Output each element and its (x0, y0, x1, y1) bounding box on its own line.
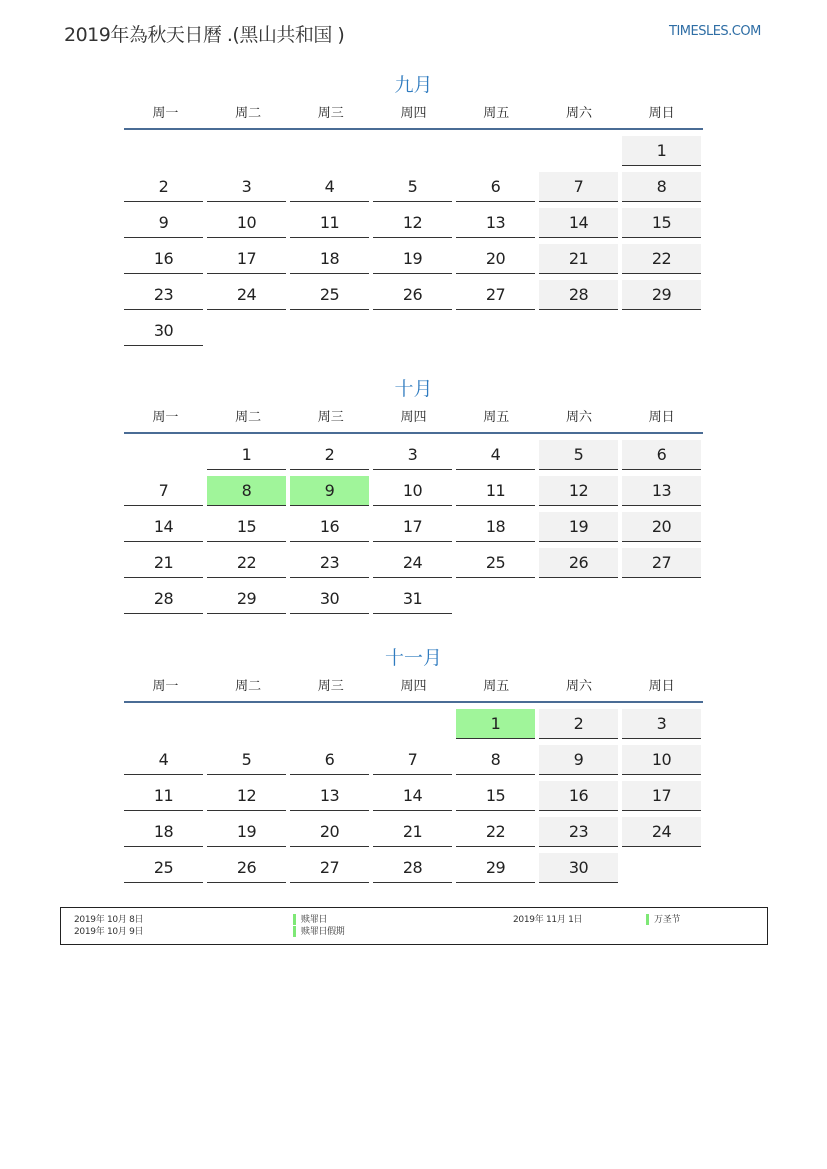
weekday-label: 周一 (152, 106, 179, 121)
empty-day-cell (456, 584, 535, 614)
weekday-label: 周六 (565, 106, 592, 121)
day-cell: 10 (622, 745, 701, 775)
day-cell: 29 (207, 584, 286, 614)
legend-color-swatch (646, 914, 649, 925)
weekday-label: 周三 (317, 106, 344, 121)
week-row (124, 709, 703, 745)
empty-day-cell (207, 316, 286, 346)
empty-day-cell (373, 709, 452, 739)
empty-day-cell (456, 316, 535, 346)
week-row (124, 208, 703, 244)
legend (60, 907, 768, 945)
day-cell: 20 (290, 817, 369, 847)
day-cell: 19 (539, 512, 618, 542)
week-row (124, 781, 703, 817)
day-cell: 30 (290, 584, 369, 614)
day-cell: 17 (207, 244, 286, 274)
legend-date: 2019年 10月 8日 (74, 915, 144, 925)
week-row (124, 440, 703, 476)
day-cell: 4 (124, 745, 203, 775)
day-cell: 20 (456, 244, 535, 274)
weekday-label: 周日 (648, 410, 675, 425)
empty-day-cell (290, 316, 369, 346)
weekday-header (124, 673, 703, 703)
day-cell: 23 (290, 548, 369, 578)
week-row (124, 745, 703, 781)
legend-color-swatch (293, 914, 296, 925)
day-cell: 26 (207, 853, 286, 883)
day-cell: 29 (456, 853, 535, 883)
empty-day-cell (539, 584, 618, 614)
weekday-label: 周一 (152, 679, 179, 694)
day-cell: 10 (207, 208, 286, 238)
day-cell: 9 (124, 208, 203, 238)
day-cell: 21 (124, 548, 203, 578)
weekday-label: 周四 (400, 410, 427, 425)
day-cell: 5 (539, 440, 618, 470)
day-cell: 24 (622, 817, 701, 847)
day-cell: 22 (622, 244, 701, 274)
day-cell: 8 (207, 476, 286, 506)
weekday-label: 周三 (317, 679, 344, 694)
day-cell: 15 (622, 208, 701, 238)
day-cell: 7 (373, 745, 452, 775)
empty-day-cell (539, 136, 618, 166)
day-cell: 30 (539, 853, 618, 883)
day-cell: 1 (207, 440, 286, 470)
day-cell: 28 (373, 853, 452, 883)
day-cell: 24 (207, 280, 286, 310)
weekday-label: 周二 (235, 410, 262, 425)
day-cell: 16 (124, 244, 203, 274)
day-cell: 13 (290, 781, 369, 811)
weekday-label: 周四 (400, 679, 427, 694)
day-cell: 18 (456, 512, 535, 542)
weekday-label: 周六 (565, 679, 592, 694)
day-cell: 19 (207, 817, 286, 847)
day-cell: 6 (456, 172, 535, 202)
day-cell: 21 (539, 244, 618, 274)
day-cell: 8 (456, 745, 535, 775)
empty-day-cell (456, 136, 535, 166)
empty-day-cell (124, 440, 203, 470)
empty-day-cell (124, 709, 203, 739)
day-cell: 16 (539, 781, 618, 811)
empty-day-cell (207, 136, 286, 166)
day-cell: 6 (290, 745, 369, 775)
day-cell: 11 (290, 208, 369, 238)
weekday-label: 周日 (648, 679, 675, 694)
day-cell: 4 (456, 440, 535, 470)
weekday-label: 周五 (483, 106, 510, 121)
legend-holiday-name: 赎罪日 (301, 915, 328, 925)
empty-day-cell (622, 316, 701, 346)
day-cell: 25 (290, 280, 369, 310)
day-cell: 28 (539, 280, 618, 310)
empty-day-cell (207, 709, 286, 739)
day-cell: 6 (622, 440, 701, 470)
site-link[interactable]: TIMESLES.COM (669, 24, 761, 39)
month-block (124, 643, 703, 889)
legend-color-swatch (293, 926, 296, 937)
day-cell: 3 (373, 440, 452, 470)
month-title: 九月 (394, 74, 433, 96)
day-cell: 30 (124, 316, 203, 346)
day-cell: 7 (124, 476, 203, 506)
month-title: 十一月 (384, 647, 442, 669)
day-cell: 2 (124, 172, 203, 202)
empty-day-cell (290, 709, 369, 739)
day-cell: 12 (373, 208, 452, 238)
weekday-label: 周二 (235, 679, 262, 694)
day-cell: 2 (539, 709, 618, 739)
weekday-label: 周三 (317, 410, 344, 425)
day-cell: 1 (622, 136, 701, 166)
month-block (124, 374, 703, 620)
weekday-label: 周日 (648, 106, 675, 121)
weekday-label: 周五 (483, 679, 510, 694)
day-cell: 23 (124, 280, 203, 310)
day-cell: 7 (539, 172, 618, 202)
day-cell: 14 (373, 781, 452, 811)
empty-day-cell (622, 853, 701, 883)
legend-holiday-name: 赎罪日假期 (301, 927, 345, 937)
day-cell: 27 (290, 853, 369, 883)
week-row (124, 584, 703, 620)
day-cell: 9 (539, 745, 618, 775)
day-cell: 14 (539, 208, 618, 238)
empty-day-cell (290, 136, 369, 166)
week-row (124, 512, 703, 548)
day-cell: 17 (622, 781, 701, 811)
week-row (124, 244, 703, 280)
day-cell: 1 (456, 709, 535, 739)
empty-day-cell (373, 136, 452, 166)
day-cell: 15 (207, 512, 286, 542)
day-cell: 13 (456, 208, 535, 238)
day-cell: 18 (124, 817, 203, 847)
day-cell: 23 (539, 817, 618, 847)
weekday-label: 周二 (235, 106, 262, 121)
day-cell: 21 (373, 817, 452, 847)
day-cell: 22 (207, 548, 286, 578)
day-cell: 4 (290, 172, 369, 202)
day-cell: 17 (373, 512, 452, 542)
day-cell: 12 (207, 781, 286, 811)
day-cell: 26 (539, 548, 618, 578)
day-cell: 25 (124, 853, 203, 883)
page-title: 2019年為秋天日曆 .(黑山共和国 ) (64, 24, 345, 46)
week-row (124, 280, 703, 316)
weekday-label: 周四 (400, 106, 427, 121)
week-row (124, 172, 703, 208)
month-block (124, 70, 703, 352)
day-cell: 27 (622, 548, 701, 578)
empty-day-cell (124, 136, 203, 166)
empty-day-cell (622, 584, 701, 614)
day-cell: 26 (373, 280, 452, 310)
day-cell: 5 (207, 745, 286, 775)
day-cell: 3 (622, 709, 701, 739)
day-cell: 24 (373, 548, 452, 578)
day-cell: 25 (456, 548, 535, 578)
day-cell: 20 (622, 512, 701, 542)
day-cell: 28 (124, 584, 203, 614)
week-row (124, 548, 703, 584)
day-cell: 12 (539, 476, 618, 506)
day-cell: 3 (207, 172, 286, 202)
weekday-header (124, 100, 703, 130)
weekday-label: 周五 (483, 410, 510, 425)
day-cell: 11 (124, 781, 203, 811)
weekday-label: 周一 (152, 410, 179, 425)
day-cell: 11 (456, 476, 535, 506)
week-row (124, 476, 703, 512)
day-cell: 16 (290, 512, 369, 542)
day-cell: 19 (373, 244, 452, 274)
day-cell: 14 (124, 512, 203, 542)
day-cell: 27 (456, 280, 535, 310)
day-cell: 2 (290, 440, 369, 470)
week-row (124, 853, 703, 889)
month-title: 十月 (394, 378, 433, 400)
week-row (124, 316, 703, 352)
day-cell: 29 (622, 280, 701, 310)
day-cell: 10 (373, 476, 452, 506)
legend-date: 2019年 11月 1日 (513, 915, 583, 925)
day-cell: 13 (622, 476, 701, 506)
day-cell: 31 (373, 584, 452, 614)
day-cell: 22 (456, 817, 535, 847)
day-cell: 18 (290, 244, 369, 274)
empty-day-cell (539, 316, 618, 346)
week-row (124, 136, 703, 172)
legend-date: 2019年 10月 9日 (74, 927, 144, 937)
day-cell: 8 (622, 172, 701, 202)
day-cell: 5 (373, 172, 452, 202)
weekday-header (124, 404, 703, 434)
day-cell: 9 (290, 476, 369, 506)
empty-day-cell (373, 316, 452, 346)
day-cell: 15 (456, 781, 535, 811)
legend-holiday-name: 万圣节 (654, 915, 681, 925)
weekday-label: 周六 (565, 410, 592, 425)
week-row (124, 817, 703, 853)
